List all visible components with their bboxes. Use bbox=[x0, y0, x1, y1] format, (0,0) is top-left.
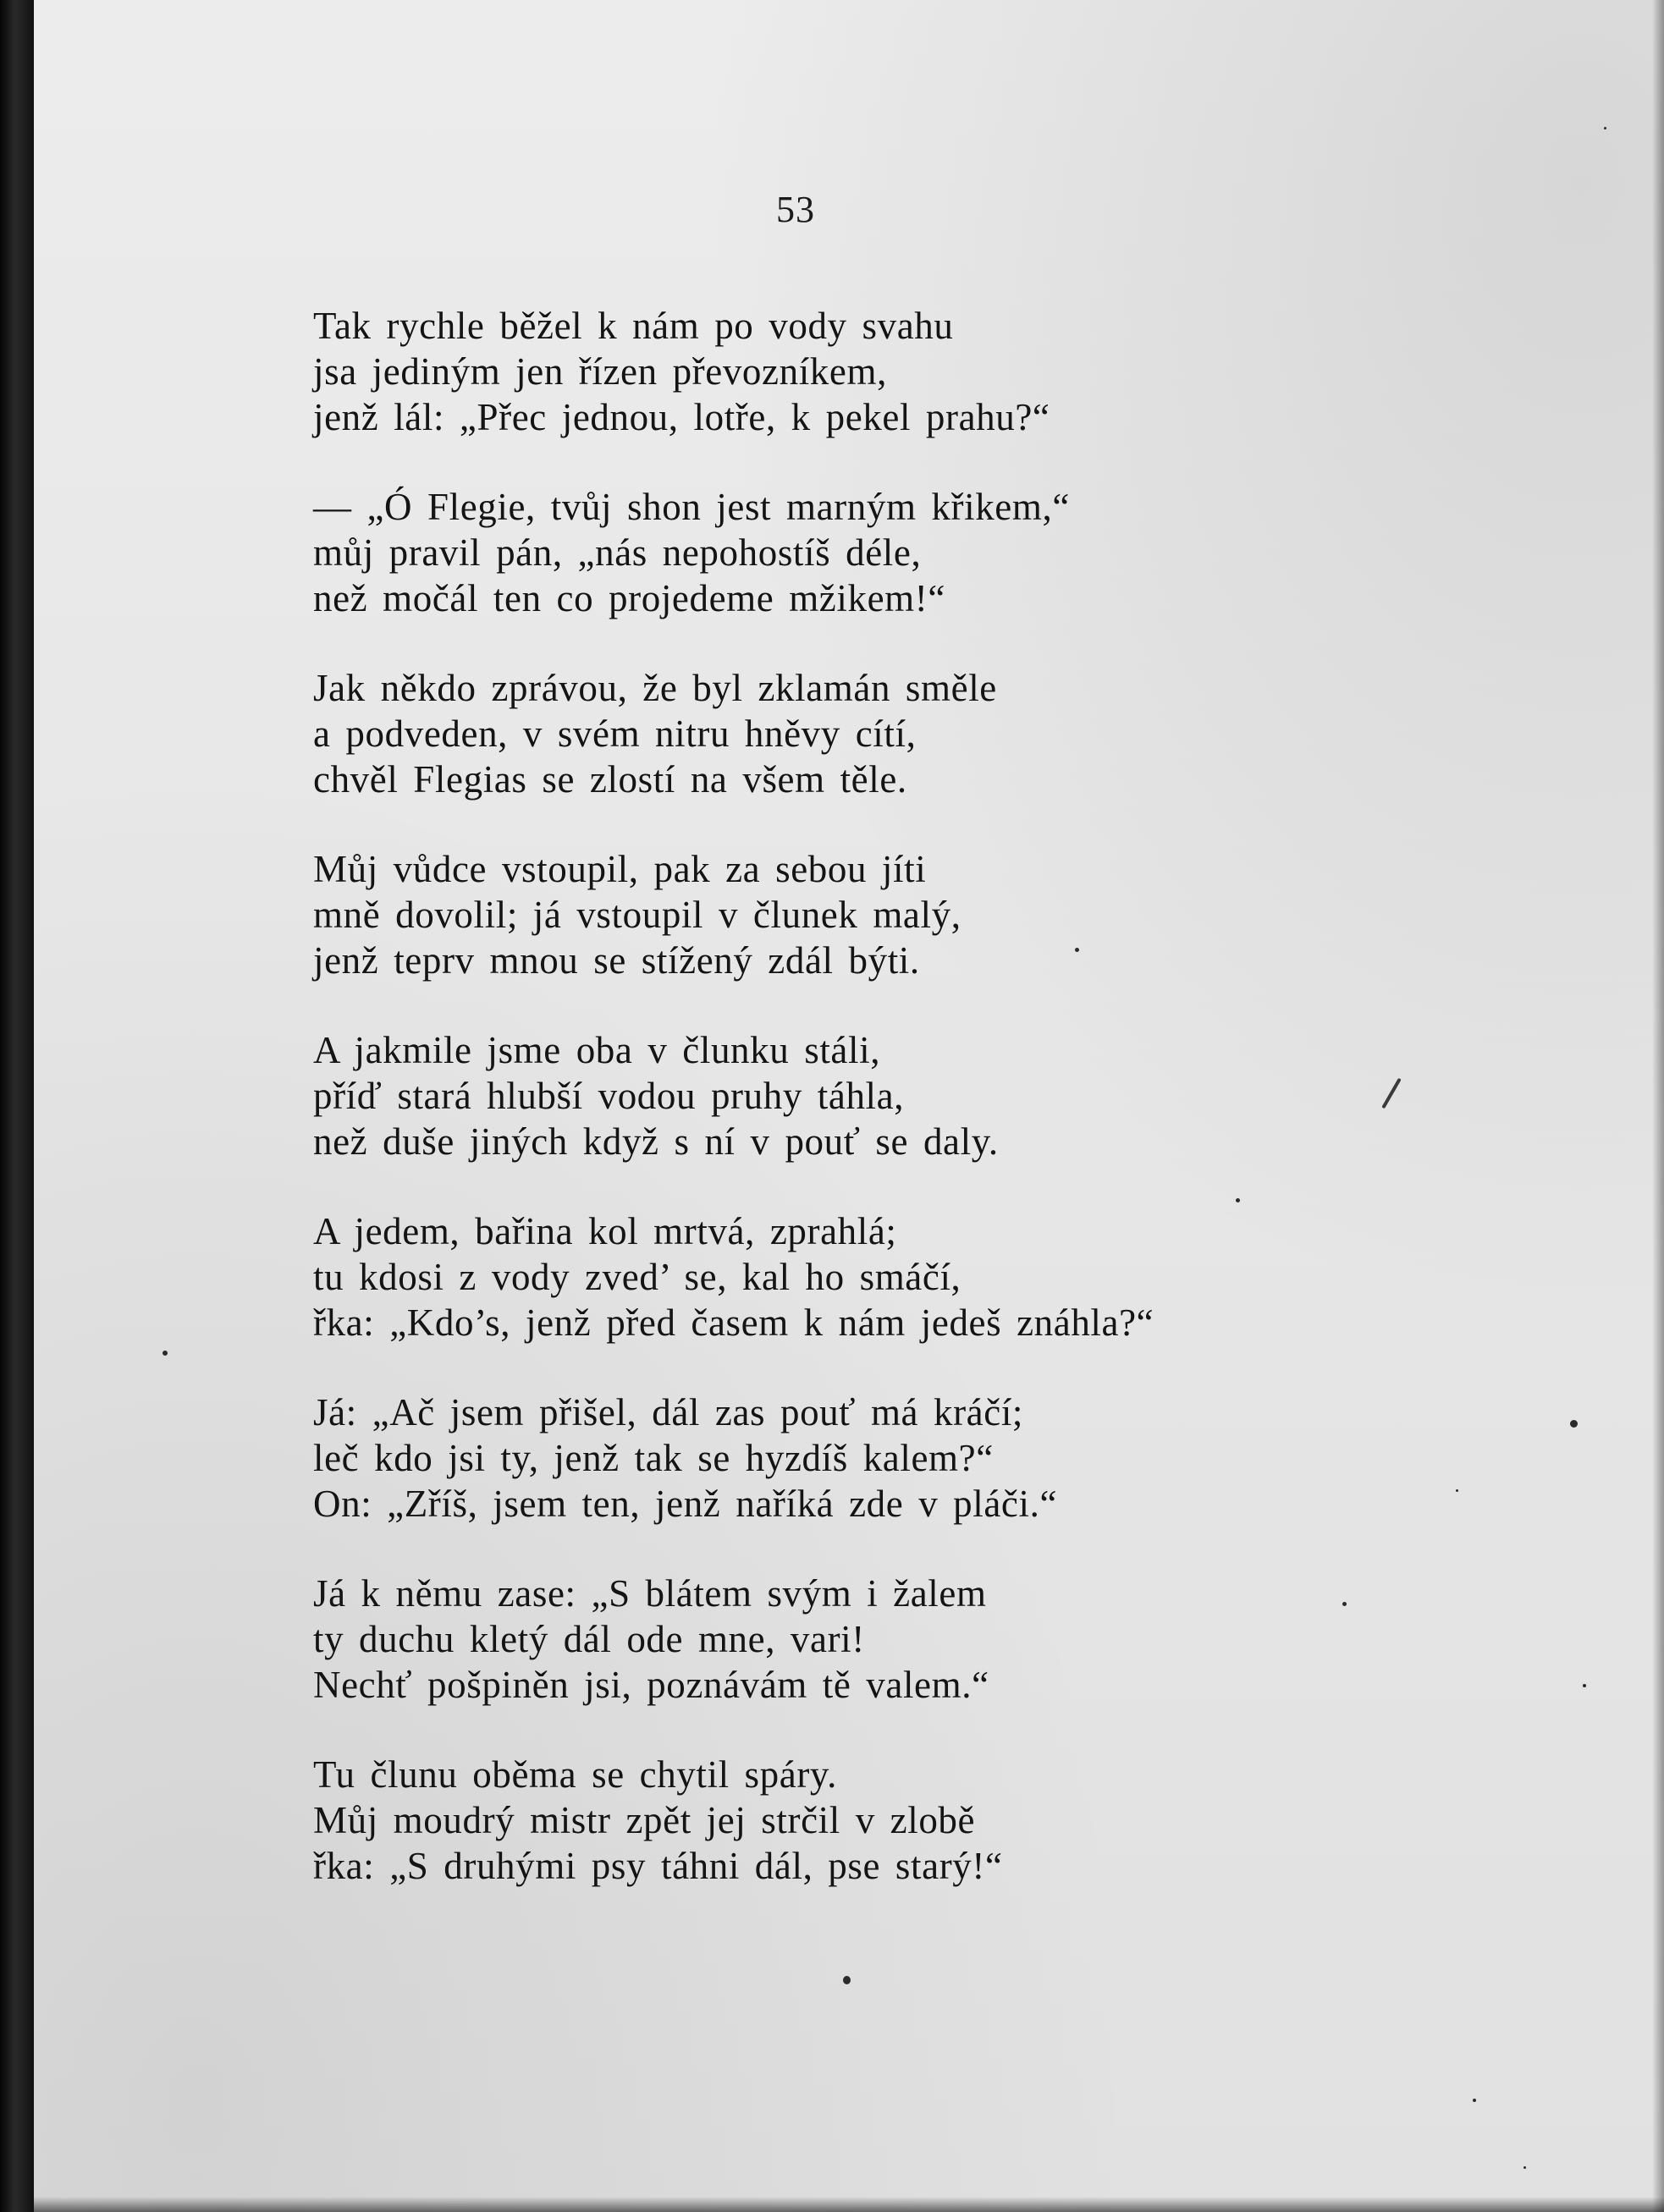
scan-speck bbox=[1523, 2166, 1526, 2169]
poem-line: Můj moudrý mistr zpět jej strčil v zlobě bbox=[313, 1799, 976, 1841]
scan-speck bbox=[1236, 1198, 1240, 1202]
poem-line: řka: „S druhými psy táhni dál, pse starý!“ bbox=[313, 1845, 1003, 1887]
poem-line: chvěl Flegias se zlostí na všem těle. bbox=[313, 758, 907, 801]
poem-line: Já: „Ač jsem přišel, dál zas pouť má kráčí; bbox=[313, 1391, 1024, 1433]
stanza bbox=[313, 665, 1295, 802]
scan-speck bbox=[163, 1351, 168, 1356]
stanza bbox=[313, 1571, 1295, 1708]
poem-line: jsa jediným jen řízen převozníkem, bbox=[313, 350, 887, 393]
poem-line: Tu člunu oběma se chytil spáry. bbox=[313, 1753, 837, 1796]
poem-line: příď stará hlubší vodou pruhy táhla, bbox=[313, 1075, 905, 1117]
poem-line: A jedem, bařina kol mrtvá, zprahlá; bbox=[313, 1210, 897, 1252]
book-page bbox=[34, 0, 1664, 2212]
poem-line: Jak někdo zprávou, že byl zklamán směle bbox=[313, 667, 997, 709]
stanza bbox=[313, 846, 1295, 983]
scan-speck bbox=[1583, 1684, 1586, 1687]
poem-line: On: „Zříš, jsem ten, jenž naříká zde v pláči.“ bbox=[313, 1483, 1058, 1525]
poem-line: tu kdosi z vody zved’ se, kal ho smáčí, bbox=[313, 1256, 961, 1298]
stanza bbox=[313, 1752, 1295, 1889]
scan-speck bbox=[1342, 1602, 1347, 1606]
scan-speck bbox=[1604, 127, 1606, 129]
stanza bbox=[313, 303, 1295, 440]
scan-speck bbox=[1456, 1489, 1458, 1492]
poem-line: ty duchu kletý dál ode mne, vari! bbox=[313, 1618, 865, 1660]
poem-line: jenž lál: „Přec jednou, lotře, k pekel prahu?“ bbox=[313, 396, 1050, 438]
poem-line: mně dovolil; já vstoupil v člunek malý, bbox=[313, 894, 961, 936]
poem-line: a podveden, v svém nitru hněvy cítí, bbox=[313, 713, 917, 755]
page-number: 53 bbox=[776, 189, 815, 230]
scan-speck bbox=[843, 1976, 851, 1984]
poem-line: Tak rychle běžel k nám po vody svahu bbox=[313, 305, 954, 347]
poem-line: jenž teprv mnou se stížený zdál býti. bbox=[313, 939, 920, 982]
poem-line: A jakmile jsme oba v člunku stáli, bbox=[313, 1029, 881, 1071]
scan-speck bbox=[1473, 2099, 1476, 2102]
page-edge-shadow bbox=[1652, 0, 1664, 2212]
stanza bbox=[313, 1027, 1295, 1164]
poem-line: řka: „Kdo’s, jenž před časem k nám jedeš znáhla?“ bbox=[313, 1301, 1154, 1344]
poem-line: leč kdo jsi ty, jenž tak se hyzdíš kalem?“ bbox=[313, 1437, 994, 1479]
poem-line: můj pravil pán, „nás nepohostíš déle, bbox=[313, 531, 922, 574]
stanza bbox=[313, 1208, 1295, 1345]
poem-line: — „Ó Flegie, tvůj shon jest marným křikem,“ bbox=[313, 486, 1070, 528]
poem-line: Nechť pošpiněn jsi, poznávám tě valem.“ bbox=[313, 1664, 989, 1706]
page-bottom-shadow bbox=[34, 2197, 1664, 2212]
poem-line: Můj vůdce vstoupil, pak za sebou jíti bbox=[313, 848, 927, 890]
scan-speck bbox=[1075, 948, 1079, 952]
scan-speck bbox=[1381, 1078, 1401, 1109]
stanza bbox=[313, 1389, 1295, 1527]
book-spine-shadow bbox=[0, 0, 34, 2212]
poem-text bbox=[313, 303, 1295, 1933]
scan-speck bbox=[1570, 1420, 1578, 1428]
poem-line: než močál ten co projedeme mžikem!“ bbox=[313, 577, 945, 619]
poem-line: Já k němu zase: „S blátem svým i žalem bbox=[313, 1572, 987, 1615]
poem-line: než duše jiných když s ní v pouť se daly. bbox=[313, 1120, 999, 1163]
stanza bbox=[313, 484, 1295, 621]
